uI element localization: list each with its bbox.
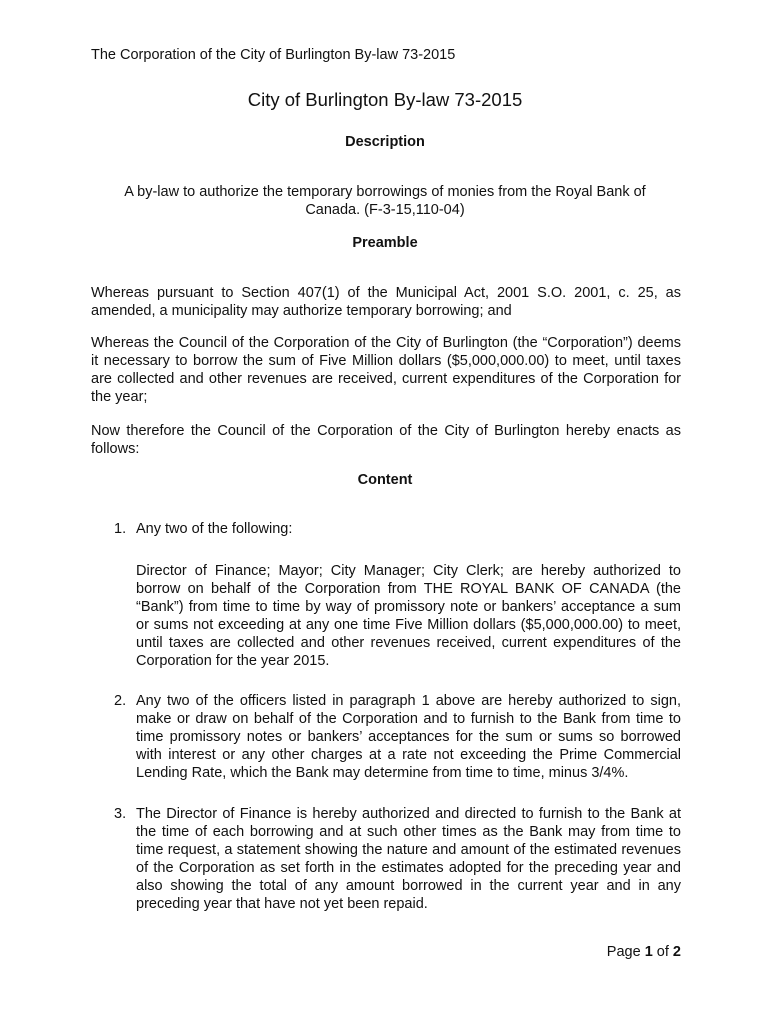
item-1-number: 1.	[114, 521, 127, 537]
item-3-number: 3.	[114, 806, 127, 822]
page-number: 1	[644, 944, 653, 960]
item-2-text: Any two of the officers listed in paragraph 1 above are hereby authorized to sign, make or draw on behalf of the Corporation and to furnish to the Bank from time to time promissory notes or bankers’ acceptances for the sum or sums so borrowed with interest or any other charges at a rate not exceeding the Prime Commercial Lending Rate, which the Bank may determine from time to time, minus 3/4%.	[136, 693, 681, 781]
description-text: A by-law to authorize the temporary borrowings of monies from the Royal Bank of Canada. (F-3-15,110-04)	[124, 184, 646, 218]
item-3-text: The Director of Finance is hereby authorized and directed to furnish to the Bank at the time of each borrowing and at such other times as the Bank may from time to time request, a statement showing the nature and amount of the estimated revenues of the Corporation as set forth in the estimates adopted for the preceding year and also showing the total of any amount borrowed in the current year and in any preceding year that have not yet been repaid.	[136, 806, 681, 912]
preamble-paragraph-1: Whereas pursuant to Section 407(1) of the Municipal Act, 2001 S.O. 2001, c. 25, as amended, a municipality may authorize temporary borrowing; and	[91, 285, 681, 319]
item-1-text: Director of Finance; Mayor; City Manager; City Clerk; are hereby authorized to borrow on behalf of the Corporation from THE ROYAL BANK OF CANADA (the “Bank”) from time to time by way of promissory note or bankers’ acceptance a sum or sums not exceeding at any one time Five Million dollars ($5,000,000.00) to meet, until taxes are collected and other revenues received, current expenditures of the Corporation for the year 2015.	[136, 563, 681, 669]
page-footer	[607, 944, 681, 960]
page-total: 2	[672, 944, 681, 960]
preamble-paragraph-3: Now therefore the Council of the Corporation of the City of Burlington hereby enacts as follows:	[91, 423, 681, 457]
item-1-lead: Any two of the following:	[136, 521, 293, 537]
of-label: of	[656, 944, 669, 960]
preamble-paragraph-2: Whereas the Council of the Corporation of the City of Burlington (the “Corporation”) deems it necessary to borrow the sum of Five Million dollars ($5,000,000.00) to meet, until taxes are collected and other revenues are received, current expenditures of the Corporation for the year;	[91, 335, 681, 405]
document-title: City of Burlington By-law 73-2015	[247, 89, 523, 110]
running-header: The Corporation of the City of Burlington By-law 73-2015	[91, 47, 456, 63]
item-2-number: 2.	[114, 693, 127, 709]
page-label: Page	[606, 944, 641, 960]
description-heading: Description	[345, 134, 425, 150]
content-heading: Content	[357, 472, 413, 488]
preamble-heading: Preamble	[352, 235, 418, 251]
